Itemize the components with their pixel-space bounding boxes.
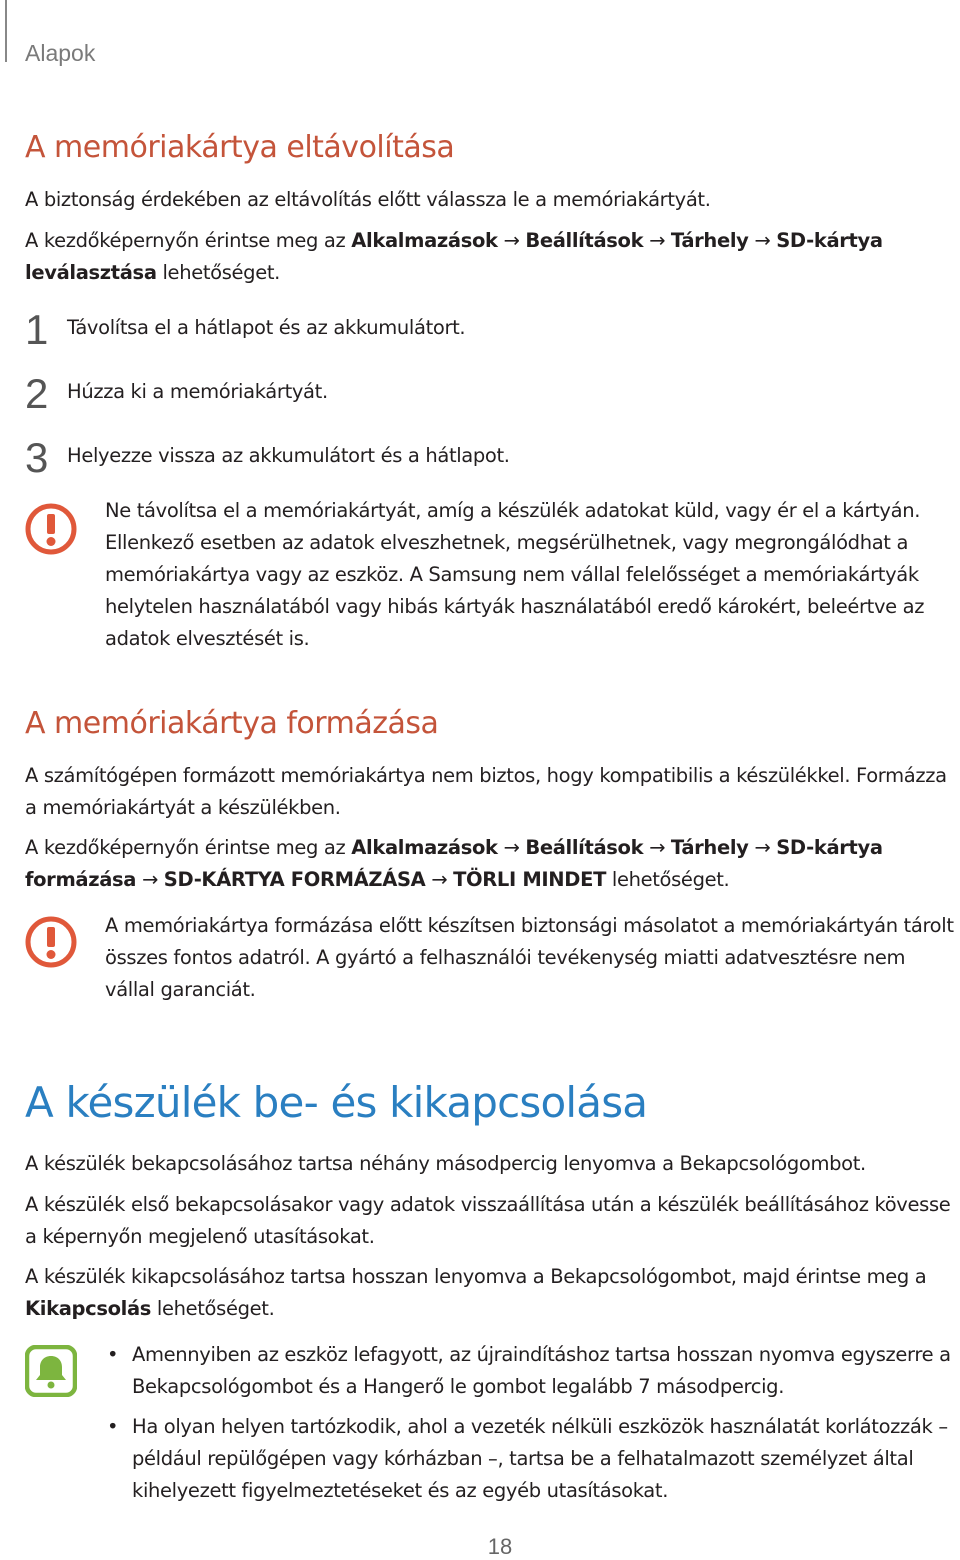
removal-path: A kezdőképernyőn érintse meg az Alkalmazások → Beállítások → Tárhely → SD-kártya leválasztása lehetőséget. [25, 229, 883, 284]
bullet: • [107, 1415, 119, 1438]
step-number: 3 [25, 434, 49, 481]
page-edge-rule [5, 0, 7, 62]
format-intro: A számítógépen formázott memóriakártya nem biztos, hogy kompatibilis a készülékkel. Formázza a memóriakártyát a készülékben. [25, 764, 947, 819]
warning-icon [25, 916, 77, 968]
removal-intro: A biztonság érdekében az eltávolítás előtt válassza le a memóriakártyát. [25, 188, 711, 211]
power-notes-list [105, 1339, 955, 1515]
list-item: • Amennyiben az eszköz lefagyott, az újraindításhoz tartsa hosszan nyomva egyszerre a Bekapcsológombot és a Hangerő le gombot legalább 7 másodpercig. [105, 1339, 955, 1403]
running-header: Alapok [25, 40, 96, 66]
step-text: Húzza ki a memóriakártyát. [67, 380, 328, 403]
page-number: 18 [487, 1534, 513, 1559]
format-path: A kezdőképernyőn érintse meg az Alkalmazások → Beállítások → Tárhely → SD-kártya formázása → SD-KÁRTYA FORMÁZÁSA → TÖRLI MINDET lehetőséget. [25, 836, 883, 891]
step-text: Távolítsa el a hátlapot és az akkumulátort. [67, 316, 466, 339]
power-first-setup-text: A készülék első bekapcsolásakor vagy adatok visszaállítása után a készülék beállításához kövesse a képernyőn megjelenő utasításokat. [25, 1193, 951, 1248]
section-title-format: A memóriakártya formázása [25, 706, 439, 741]
bullet: • [107, 1343, 119, 1366]
step-number: 2 [25, 370, 49, 417]
step-number: 1 [25, 306, 49, 353]
power-off-text: A készülék kikapcsolásához tartsa hosszan lenyomva a Bekapcsológombot, majd érintse meg a Kikapcsolás lehetőséget. [25, 1265, 927, 1320]
warning-icon [25, 503, 77, 555]
list-item: • Ha olyan helyen tartózkodik, ahol a vezeték nélküli eszközök használatát korlátozzák – például repülőgépen vagy kórházban –, tartsa be a felhatalmazott személyzet által kihelyezett figyelmeztetéseket és az egyéb utasításokat. [105, 1411, 955, 1507]
power-on-text: A készülék bekapcsolásához tartsa néhány másodpercig lenyomva a Bekapcsológombot. [25, 1152, 866, 1175]
section-title-removal: A memóriakártya eltávolítása [25, 130, 455, 165]
bell-note-icon [25, 1345, 77, 1397]
removal-warning-text: Ne távolítsa el a memóriakártyát, amíg a készülék adatokat küld, vagy ér el a kártyán. Ellenkező esetben az adatok elveszhetnek, megsérülhetnek, vagy megrongálódhat a memóriakártya vagy az eszköz. A Samsung nem vállal felelősséget a memóriakártyák helytelen használatából vagy hibás kártyák használatából eredő károkért, beleértve az adatok elvesztését is. [105, 499, 925, 650]
format-warning-text: A memóriakártya formázása előtt készítsen biztonsági másolatot a memóriakártyán tárolt összes fontos adatról. A gyártó a felhasználói tevékenység miatti adatvesztésre nem vállal garanciát. [105, 914, 954, 1001]
step-text: Helyezze vissza az akkumulátort és a hátlapot. [67, 444, 510, 467]
chapter-title-power: A készülék be- és kikapcsolása [25, 1078, 648, 1127]
